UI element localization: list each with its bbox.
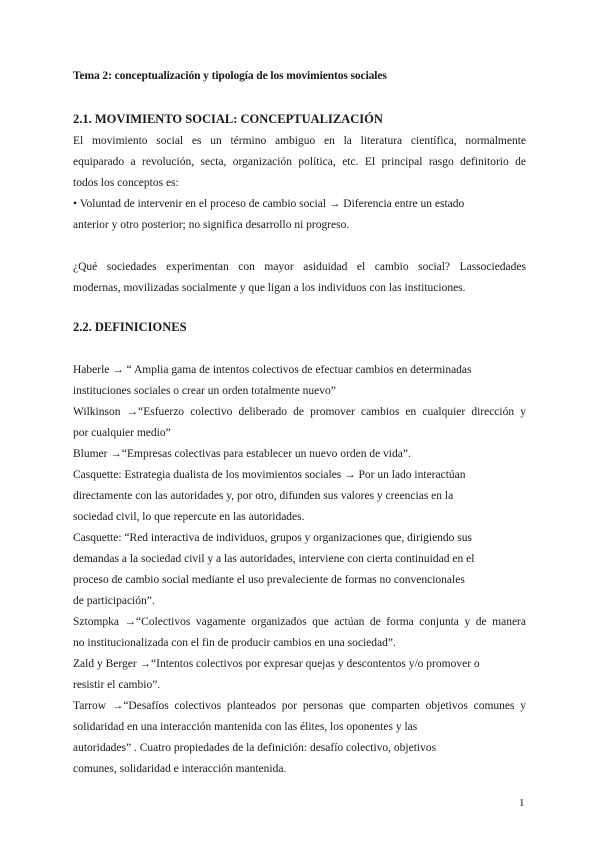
text-line: autoridades” . Cuatro propiedades de la definición: desafío colectivo, objetivos (73, 742, 437, 754)
text-line: Wilkinson →“Esfuerzo colectivo deliberado de promover cambios en cualquier dirección y (73, 406, 526, 418)
definition-blumer (73, 444, 526, 465)
section-heading-definiciones: 2.2. DEFINICIONES (73, 320, 187, 334)
text-line: Blumer →“Empresas colectivas para establecer un nuevo orden de vida”. (73, 448, 411, 460)
text-line: Casquette: “Red interactiva de individuos, grupos y organizaciones que, dirigiendo sus (73, 532, 473, 544)
text-line: Casquette: Estrategia dualista de los movimientos sociales → Por un lado interactúan (73, 469, 466, 481)
text-line: de participación”. (73, 595, 155, 607)
paragraph-question (73, 257, 526, 299)
bullet-line: • Voluntad de intervenir en el proceso de cambio social → Diferencia entre un estado (73, 198, 465, 210)
definition-zald-berger (73, 654, 526, 696)
definition-sztompka (73, 612, 526, 654)
text-line: Tarrow →“Desafíos colectivos planteados por personas que comparten objetivos comunes y (73, 700, 526, 712)
text-line: resistir el cambio”. (73, 679, 161, 691)
text-line: demandas a la sociedad civil y a las autoridades, interviene con cierta continuidad en el (73, 553, 475, 565)
definition-tarrow (73, 696, 526, 780)
paragraph-intro (73, 131, 526, 236)
text-line: modernas, movilizadas socialmente y que ligan a los individuos con las instituciones. (73, 282, 466, 294)
text-line: todos los conceptos es: (73, 177, 179, 189)
definition-casquette-red (73, 528, 526, 612)
text-line: directamente con las autoridades y, por otro, difunden sus valores y creencias en la (73, 490, 454, 502)
text-line: proceso de cambio social mediante el uso prevaleciente de formas no convencionales (73, 574, 465, 586)
text-line: sociedad civil, lo que repercute en las autoridades. (73, 511, 305, 523)
definition-haberle (73, 360, 526, 402)
text-line: comunes, solidaridad e interacción mantenida. (73, 763, 287, 775)
text-line: El movimiento social es un término ambiguo en la literatura científica, normalmente (73, 135, 526, 147)
definition-wilkinson (73, 402, 526, 444)
text-line: equiparado a revolución, secta, organización política, etc. El principal rasgo definitorio de (73, 156, 526, 168)
document-title: Tema 2: conceptualización y tipología de los movimientos sociales (73, 70, 387, 82)
section-heading-conceptualizacion: 2.1. MOVIMIENTO SOCIAL: CONCEPTUALIZACIÓN (73, 112, 383, 126)
text-line: Haberle → “ Amplia gama de intentos colectivos de efectuar cambios en determinadas (73, 364, 472, 376)
text-line: no institucionalizada con el fin de producir cambios en una sociedad”. (73, 637, 396, 649)
text-line: ¿Qué sociedades experimentan con mayor asiduidad el cambio social? Lassociedades (73, 261, 526, 273)
definitions-list (73, 360, 526, 780)
text-line: anterior y otro posterior; no significa desarrollo ni progreso. (73, 219, 350, 231)
page-number: 1 (519, 797, 525, 809)
text-line: instituciones sociales o crear un orden totalmente nuevo” (73, 385, 336, 397)
text-line: Sztompka →“Colectivos vagamente organizados que actúan de forma conjunta y de manera (73, 616, 526, 628)
text-line: solidaridad en una interacción mantenida con las élites, los oponentes y las (73, 721, 418, 733)
definition-casquette-estrategia (73, 465, 526, 528)
text-line: Zald y Berger →“Intentos colectivos por expresar quejas y descontentos y/o promover o (73, 658, 480, 670)
text-line: por cualquier medio” (73, 427, 171, 439)
